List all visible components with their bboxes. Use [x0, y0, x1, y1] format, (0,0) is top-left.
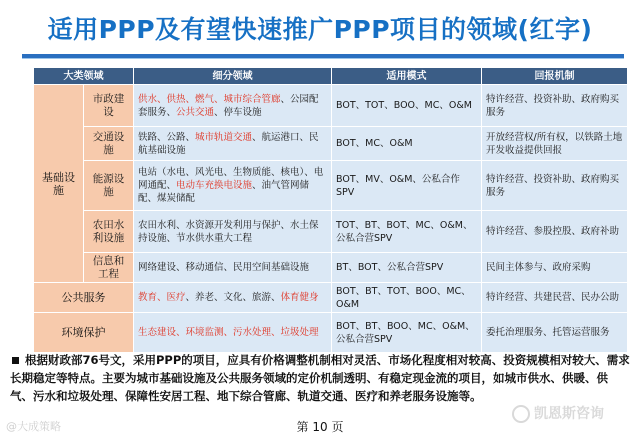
subcategory: 信息和工程: [84, 253, 134, 283]
header-subdomain: 细分领域: [134, 68, 332, 85]
category-environment: 环境保护: [34, 313, 134, 353]
mode-cell: BOT、MC、O&M: [332, 127, 482, 161]
mode-cell: BOT、TOT、BOO、MC、O&M: [332, 85, 482, 127]
detail-highlight: 教育、医疗: [138, 292, 186, 303]
detail-text: 、油气管网储配、煤炭储配: [138, 180, 310, 204]
watermark-right: [512, 403, 604, 423]
detail-cell: [134, 127, 332, 161]
detail-text: 铁路、公路、: [138, 131, 196, 143]
table-header-row: [34, 68, 628, 85]
detail-highlight: 电动车充换电设施: [176, 180, 253, 191]
detail-cell: [134, 253, 332, 283]
slide-title: 适用PPP及有望快速推广PPP项目的领域(红字): [47, 15, 593, 44]
mode-cell: BT、BOT、公私合营SPV: [332, 253, 482, 283]
detail-text: 、停车设施: [214, 106, 262, 118]
header-mode: 适用模式: [332, 68, 482, 85]
detail-text: 、养老、文化、旅游、: [185, 292, 281, 303]
return-cell: 民间主体参与、政府采购: [482, 253, 628, 283]
subcategory: 能源设施: [84, 161, 134, 211]
category-infrastructure: 基础设施: [34, 85, 84, 283]
table-row: [34, 313, 628, 353]
subcategory: 市政建设: [84, 85, 134, 127]
watermark-left: @大成策略: [6, 420, 61, 433]
detail-cell: [134, 313, 332, 353]
table-row: [34, 211, 628, 253]
detail-cell: [134, 85, 332, 127]
detail-text: 、航运港口、民航基础设施: [138, 131, 319, 156]
table-row: [34, 253, 628, 283]
detail-cell: [134, 211, 332, 253]
detail-cell: [134, 283, 332, 313]
table-row: [34, 127, 628, 161]
wechat-logo-icon: [512, 405, 530, 423]
bullet-square-icon: [12, 357, 19, 364]
return-cell: 委托治理服务、托管运营服务: [482, 313, 628, 353]
table-row: [34, 161, 628, 211]
detail-highlight: 城市轨道交通: [195, 131, 253, 143]
watermark-right-text: 凯恩斯咨询: [534, 406, 604, 422]
detail-text: 网络建设、移动通信、民用空间基础设施: [138, 262, 310, 273]
header-category: 大类领域: [34, 68, 134, 85]
return-cell: 开放经营权/所有权，以铁路土地开发收益提供回报: [482, 127, 628, 161]
mode-cell: BOT、BT、TOT、BOO、MC、O&M: [332, 283, 482, 313]
detail-text: 、公园配套服务、: [138, 93, 319, 118]
page-number: 第 10 页: [296, 420, 344, 434]
detail-text: 电站（水电、风光电、生物质能、核电）、电网通配、: [138, 167, 324, 191]
ppp-table-container: [33, 67, 627, 353]
mode-cell: BOT、MV、O&M、公私合作SPV: [332, 161, 482, 211]
header-return: 回报机制: [482, 68, 628, 85]
mode-cell: BOT、BT、BOO、MC、O&M、公私合营SPV: [332, 313, 482, 353]
table-row: [34, 283, 628, 313]
detail-text: 农田水利、水资源开发利用与保护、水土保持设施、节水供水重大工程: [138, 219, 319, 244]
ppp-domains-table: [33, 67, 628, 353]
category-public-service: 公共服务: [34, 283, 134, 313]
subcategory: 农田水利设施: [84, 211, 134, 253]
policy-note: [10, 351, 630, 405]
detail-highlight: 公共交通: [176, 106, 215, 118]
table-row: [34, 85, 628, 127]
subcategory: 交通设施: [84, 127, 134, 161]
detail-highlight: 生态建设、环境监测、污水处理、垃圾处理: [138, 327, 319, 338]
detail-highlight: 体育健身: [280, 292, 319, 303]
title-underline: [22, 54, 624, 59]
return-cell: 特许经营、参股控股、政府补助: [482, 211, 628, 253]
return-cell: 特许经营、共建民营、民办公助: [482, 283, 628, 313]
mode-cell: TOT、BT、BOT、MC、O&M、公私合营SPV: [332, 211, 482, 253]
return-cell: 特许经营、投资补助、政府购买服务: [482, 161, 628, 211]
detail-highlight: 供水、供热、燃气、城市综合管廊: [138, 93, 281, 105]
policy-note-text: 根据财政部76号文，采用PPP的项目，应具有价格调整机制相对灵活、市场化程度相对较高、投资规模相对较大、需求长期稳定等特点。主要为城市基础设施及公共服务领域的定价机制透明、有稳定现金流的项目，如城市供水、供暖、供气、污水和垃圾处理、保障性安居工程、地下综合管廊、轨道交通、医疗和养老服务设施等。: [10, 353, 630, 403]
detail-cell: [134, 161, 332, 211]
return-cell: 特许经营、投资补助、政府购买服务: [482, 85, 628, 127]
